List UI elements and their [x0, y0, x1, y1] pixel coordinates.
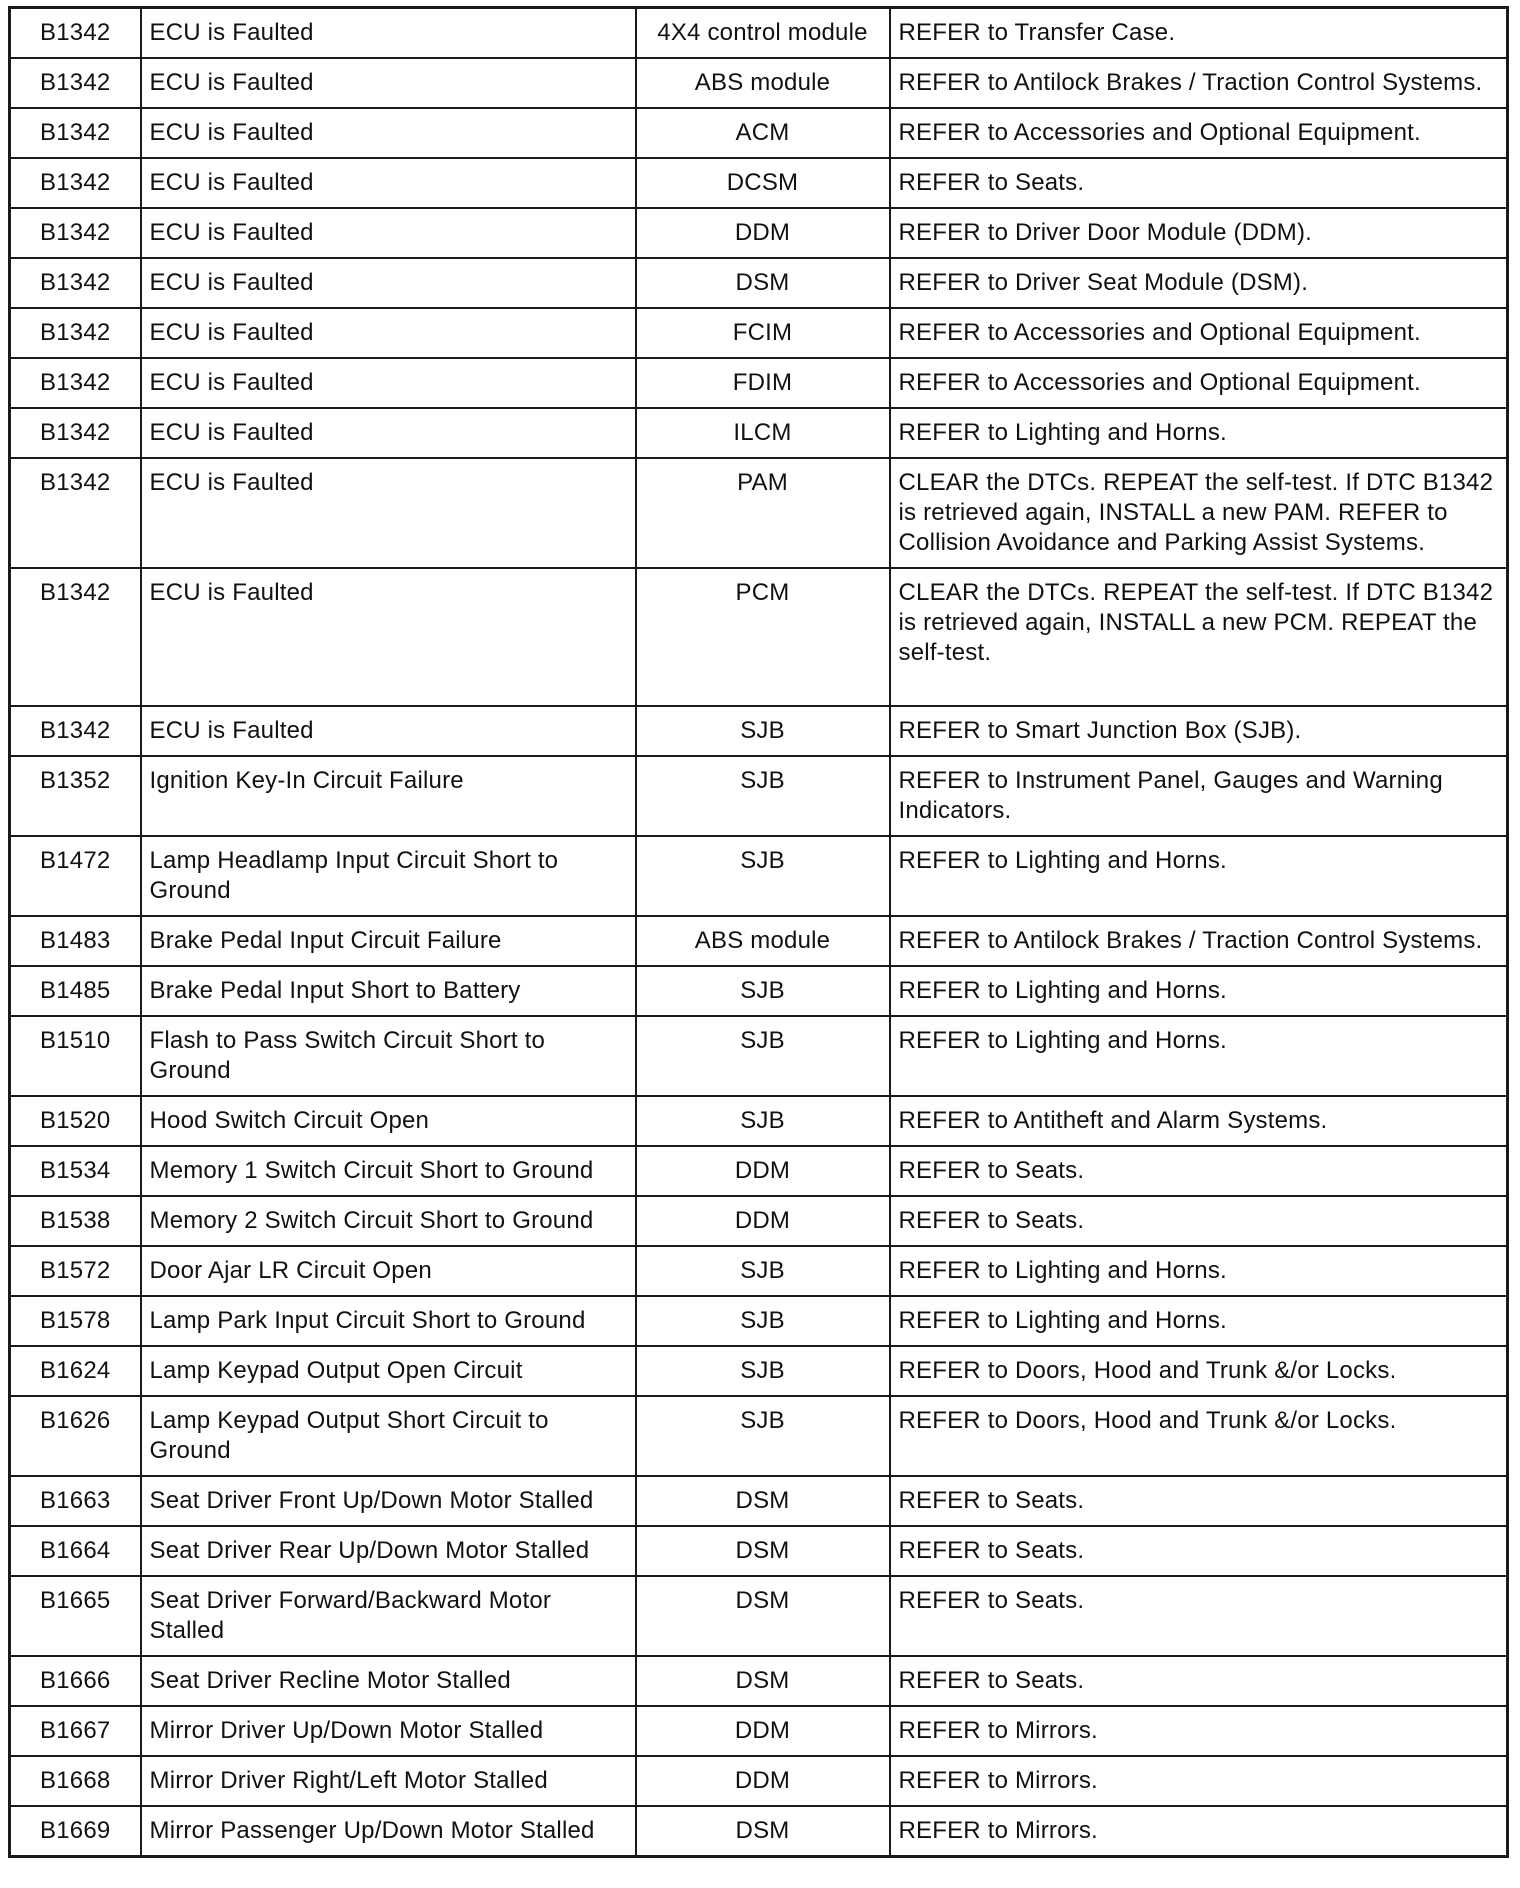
dtc-code-cell: B1668 — [10, 1756, 141, 1806]
module-cell: DSM — [636, 1526, 890, 1576]
dtc-code-cell: B1342 — [10, 358, 141, 408]
table-row — [10, 458, 1508, 568]
module-cell: DSM — [636, 1656, 890, 1706]
dtc-table — [8, 6, 1509, 1858]
table-row — [10, 1706, 1508, 1756]
dtc-code-cell: B1665 — [10, 1576, 141, 1656]
dtc-description-cell: Memory 2 Switch Circuit Short to Ground — [141, 1196, 636, 1246]
dtc-code-cell: B1666 — [10, 1656, 141, 1706]
dtc-description-cell: Lamp Park Input Circuit Short to Ground — [141, 1296, 636, 1346]
table-row — [10, 1016, 1508, 1096]
module-cell: ABS module — [636, 58, 890, 108]
action-cell: REFER to Seats. — [890, 1656, 1508, 1706]
dtc-code-cell: B1342 — [10, 8, 141, 59]
action-cell: REFER to Driver Door Module (DDM). — [890, 208, 1508, 258]
module-cell: ABS module — [636, 916, 890, 966]
table-row — [10, 308, 1508, 358]
dtc-code-cell: B1663 — [10, 1476, 141, 1526]
table-row — [10, 108, 1508, 158]
action-cell: REFER to Seats. — [890, 1526, 1508, 1576]
module-cell: SJB — [636, 1296, 890, 1346]
table-row — [10, 1246, 1508, 1296]
module-cell: SJB — [636, 1096, 890, 1146]
module-cell: SJB — [636, 1396, 890, 1476]
table-row — [10, 1656, 1508, 1706]
table-row — [10, 408, 1508, 458]
table-row — [10, 258, 1508, 308]
dtc-code-cell: B1342 — [10, 158, 141, 208]
dtc-code-cell: B1572 — [10, 1246, 141, 1296]
action-cell: REFER to Seats. — [890, 158, 1508, 208]
table-row — [10, 1806, 1508, 1857]
dtc-description-cell: Memory 1 Switch Circuit Short to Ground — [141, 1146, 636, 1196]
table-row — [10, 1526, 1508, 1576]
dtc-description-cell: Ignition Key-In Circuit Failure — [141, 756, 636, 836]
action-cell: REFER to Accessories and Optional Equipment. — [890, 308, 1508, 358]
dtc-code-cell: B1342 — [10, 706, 141, 756]
module-cell: DSM — [636, 1576, 890, 1656]
dtc-code-cell: B1342 — [10, 458, 141, 568]
table-row — [10, 756, 1508, 836]
module-cell: DSM — [636, 1476, 890, 1526]
dtc-description-cell: Lamp Keypad Output Short Circuit to Ground — [141, 1396, 636, 1476]
module-cell: DDM — [636, 208, 890, 258]
table-row — [10, 1476, 1508, 1526]
module-cell: DDM — [636, 1706, 890, 1756]
action-cell: REFER to Antilock Brakes / Traction Control Systems. — [890, 916, 1508, 966]
dtc-description-cell: Hood Switch Circuit Open — [141, 1096, 636, 1146]
dtc-description-cell: ECU is Faulted — [141, 58, 636, 108]
module-cell: DCSM — [636, 158, 890, 208]
action-cell: REFER to Driver Seat Module (DSM). — [890, 258, 1508, 308]
action-cell: REFER to Accessories and Optional Equipment. — [890, 108, 1508, 158]
table-row — [10, 966, 1508, 1016]
action-cell: REFER to Mirrors. — [890, 1806, 1508, 1857]
table-row — [10, 1346, 1508, 1396]
dtc-code-cell: B1510 — [10, 1016, 141, 1096]
module-cell: PCM — [636, 568, 890, 706]
action-cell: REFER to Seats. — [890, 1196, 1508, 1246]
dtc-description-cell: ECU is Faulted — [141, 706, 636, 756]
table-row — [10, 916, 1508, 966]
dtc-description-cell: Flash to Pass Switch Circuit Short to Ground — [141, 1016, 636, 1096]
action-cell: REFER to Lighting and Horns. — [890, 1016, 1508, 1096]
dtc-code-cell: B1352 — [10, 756, 141, 836]
dtc-description-cell: Mirror Driver Up/Down Motor Stalled — [141, 1706, 636, 1756]
action-cell: REFER to Smart Junction Box (SJB). — [890, 706, 1508, 756]
module-cell: SJB — [636, 1346, 890, 1396]
dtc-description-cell: Mirror Driver Right/Left Motor Stalled — [141, 1756, 636, 1806]
dtc-code-cell: B1520 — [10, 1096, 141, 1146]
dtc-description-cell: Brake Pedal Input Circuit Failure — [141, 916, 636, 966]
dtc-code-cell: B1342 — [10, 568, 141, 706]
module-cell: ACM — [636, 108, 890, 158]
table-row — [10, 1096, 1508, 1146]
dtc-description-cell: ECU is Faulted — [141, 8, 636, 59]
module-cell: FDIM — [636, 358, 890, 408]
action-cell: REFER to Lighting and Horns. — [890, 836, 1508, 916]
dtc-description-cell: ECU is Faulted — [141, 568, 636, 706]
action-cell: REFER to Doors, Hood and Trunk &/or Locks. — [890, 1346, 1508, 1396]
dtc-description-cell: Lamp Headlamp Input Circuit Short to Ground — [141, 836, 636, 916]
dtc-description-cell: Seat Driver Forward/Backward Motor Stalled — [141, 1576, 636, 1656]
table-row — [10, 1576, 1508, 1656]
dtc-code-cell: B1472 — [10, 836, 141, 916]
dtc-code-cell: B1342 — [10, 208, 141, 258]
dtc-description-cell: ECU is Faulted — [141, 158, 636, 208]
dtc-description-cell: ECU is Faulted — [141, 208, 636, 258]
action-cell: REFER to Seats. — [890, 1476, 1508, 1526]
dtc-description-cell: ECU is Faulted — [141, 108, 636, 158]
table-row — [10, 208, 1508, 258]
dtc-description-cell: ECU is Faulted — [141, 308, 636, 358]
module-cell: DDM — [636, 1756, 890, 1806]
table-row — [10, 58, 1508, 108]
module-cell: SJB — [636, 756, 890, 836]
dtc-code-cell: B1578 — [10, 1296, 141, 1346]
table-row — [10, 568, 1508, 706]
action-cell: REFER to Accessories and Optional Equipment. — [890, 358, 1508, 408]
action-cell: REFER to Seats. — [890, 1146, 1508, 1196]
dtc-description-cell: Door Ajar LR Circuit Open — [141, 1246, 636, 1296]
dtc-code-cell: B1538 — [10, 1196, 141, 1246]
action-cell: REFER to Lighting and Horns. — [890, 966, 1508, 1016]
module-cell: FCIM — [636, 308, 890, 358]
dtc-description-cell: ECU is Faulted — [141, 408, 636, 458]
dtc-description-cell: Seat Driver Front Up/Down Motor Stalled — [141, 1476, 636, 1526]
dtc-code-cell: B1342 — [10, 58, 141, 108]
dtc-code-cell: B1669 — [10, 1806, 141, 1857]
dtc-code-cell: B1485 — [10, 966, 141, 1016]
action-cell: REFER to Lighting and Horns. — [890, 1246, 1508, 1296]
module-cell: PAM — [636, 458, 890, 568]
module-cell: ILCM — [636, 408, 890, 458]
table-row — [10, 706, 1508, 756]
dtc-code-cell: B1342 — [10, 308, 141, 358]
table-row — [10, 158, 1508, 208]
module-cell: DSM — [636, 258, 890, 308]
dtc-code-cell: B1624 — [10, 1346, 141, 1396]
module-cell: DSM — [636, 1806, 890, 1857]
action-cell: REFER to Seats. — [890, 1576, 1508, 1656]
table-row — [10, 1756, 1508, 1806]
module-cell: SJB — [636, 966, 890, 1016]
module-cell: SJB — [636, 836, 890, 916]
table-row — [10, 358, 1508, 408]
table-row — [10, 1196, 1508, 1246]
module-cell: SJB — [636, 706, 890, 756]
dtc-code-cell: B1667 — [10, 1706, 141, 1756]
action-cell: CLEAR the DTCs. REPEAT the self-test. If DTC B1342 is retrieved again, INSTALL a new PCM. REPEAT the self-test. — [890, 568, 1508, 706]
module-cell: DDM — [636, 1146, 890, 1196]
module-cell: 4X4 control module — [636, 8, 890, 59]
module-cell: SJB — [636, 1016, 890, 1096]
dtc-description-cell: Mirror Passenger Up/Down Motor Stalled — [141, 1806, 636, 1857]
dtc-code-cell: B1483 — [10, 916, 141, 966]
dtc-description-cell: Brake Pedal Input Short to Battery — [141, 966, 636, 1016]
table-row — [10, 1296, 1508, 1346]
dtc-description-cell: Seat Driver Recline Motor Stalled — [141, 1656, 636, 1706]
action-cell: REFER to Lighting and Horns. — [890, 408, 1508, 458]
action-cell: CLEAR the DTCs. REPEAT the self-test. If DTC B1342 is retrieved again, INSTALL a new PAM. REFER to Collision Avoidance and Parking Assist Systems. — [890, 458, 1508, 568]
module-cell: SJB — [636, 1246, 890, 1296]
action-cell: REFER to Mirrors. — [890, 1706, 1508, 1756]
module-cell: DDM — [636, 1196, 890, 1246]
dtc-description-cell: ECU is Faulted — [141, 258, 636, 308]
dtc-description-cell: Lamp Keypad Output Open Circuit — [141, 1346, 636, 1396]
dtc-code-cell: B1342 — [10, 108, 141, 158]
dtc-code-cell: B1342 — [10, 258, 141, 308]
dtc-code-cell: B1664 — [10, 1526, 141, 1576]
action-cell: REFER to Antilock Brakes / Traction Control Systems. — [890, 58, 1508, 108]
dtc-code-cell: B1342 — [10, 408, 141, 458]
table-row — [10, 836, 1508, 916]
action-cell: REFER to Doors, Hood and Trunk &/or Locks. — [890, 1396, 1508, 1476]
table-row — [10, 8, 1508, 59]
table-row — [10, 1396, 1508, 1476]
dtc-code-cell: B1534 — [10, 1146, 141, 1196]
action-cell: REFER to Antitheft and Alarm Systems. — [890, 1096, 1508, 1146]
action-cell: REFER to Instrument Panel, Gauges and Warning Indicators. — [890, 756, 1508, 836]
dtc-code-cell: B1626 — [10, 1396, 141, 1476]
action-cell: REFER to Lighting and Horns. — [890, 1296, 1508, 1346]
dtc-description-cell: ECU is Faulted — [141, 458, 636, 568]
action-cell: REFER to Mirrors. — [890, 1756, 1508, 1806]
table-row — [10, 1146, 1508, 1196]
dtc-description-cell: ECU is Faulted — [141, 358, 636, 408]
dtc-description-cell: Seat Driver Rear Up/Down Motor Stalled — [141, 1526, 636, 1576]
action-cell: REFER to Transfer Case. — [890, 8, 1508, 59]
